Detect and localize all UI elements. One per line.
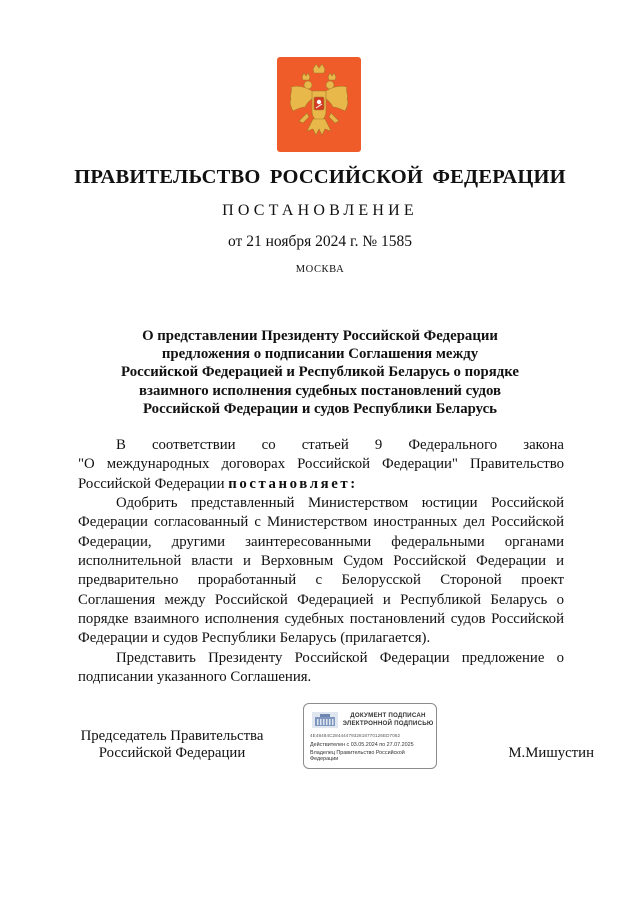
paragraph-1-line: "О международных договорах Российской Федерации" Правительство	[78, 456, 564, 473]
double-headed-eagle-icon	[277, 57, 361, 152]
title-line: Российской Федерацией и Республикой Беларусь о порядке	[121, 364, 519, 381]
title-line: О представлении Президенту Российской Федерации	[142, 328, 498, 344]
signatory-position	[72, 728, 272, 762]
date-and-number: от 21 ноября 2024 г. № 1585	[228, 233, 412, 250]
certificate-serial: 4E48484C2844447932818770126ED7062	[310, 733, 401, 738]
position-line: Председатель Правительства	[80, 728, 264, 744]
government-building-icon	[310, 710, 340, 730]
paragraph-1-line	[78, 475, 564, 494]
government-heading: ПРАВИТЕЛЬСТВО РОССИЙСКОЙ ФЕДЕРАЦИИ	[74, 166, 566, 188]
title-line: предложения о подписании Соглашения между	[161, 346, 479, 363]
paragraph-1-line: В соответствии со статьей 9 Федерального закона	[116, 437, 564, 453]
position-line: Российской Федерации	[98, 745, 246, 761]
stamp-heading-line: ЭЛЕКТРОННОЙ ПОДПИСЬЮ	[342, 719, 434, 727]
decree-body	[78, 436, 564, 687]
paragraph-1-text: Российской Федерации	[78, 475, 229, 492]
document-title	[80, 327, 560, 418]
resolves-word: постановляет:	[228, 475, 358, 492]
paragraph-2: Одобрить представленный Министерством юстиции Российской Федерации согласованный с Министерством иностранных дел Российской Федерации, другими заинтересованными федеральными органами исполнительной власти и Верховным Судом Российской Федерации и предварительно проработанный с Белорусской Стороной проект Соглашения между Российской Федерацией и Республикой Беларусь о порядке взаимного исполнения судебных постановлений судов Российской Федерации и судов Республики Беларусь (прилагается).	[78, 495, 564, 647]
title-line: Российской Федерации и судов Республики Беларусь	[143, 400, 497, 417]
title-line: взаимного исполнения судебных постановлений судов	[139, 382, 501, 399]
stamp-heading	[342, 712, 434, 727]
electronic-signature-stamp	[303, 703, 437, 769]
signatory-name: М.Мишустин	[508, 745, 594, 761]
state-emblem	[277, 57, 361, 152]
city: МОСКВА	[295, 264, 345, 275]
paragraph-1	[78, 436, 564, 494]
stamp-heading-line: ДОКУМЕНТ ПОДПИСАН	[350, 712, 426, 719]
document-type: ПОСТАНОВЛЕНИЕ	[222, 202, 418, 219]
paragraph-3: Представить Президенту Российской Федерации предложение о подписании указанного Соглашения.	[78, 649, 564, 686]
certificate-validity: Действителен с 03.05.2024 по 27.07.2025	[310, 742, 414, 748]
certificate-owner: Владелец Правительство Российской Федерации	[310, 750, 405, 763]
